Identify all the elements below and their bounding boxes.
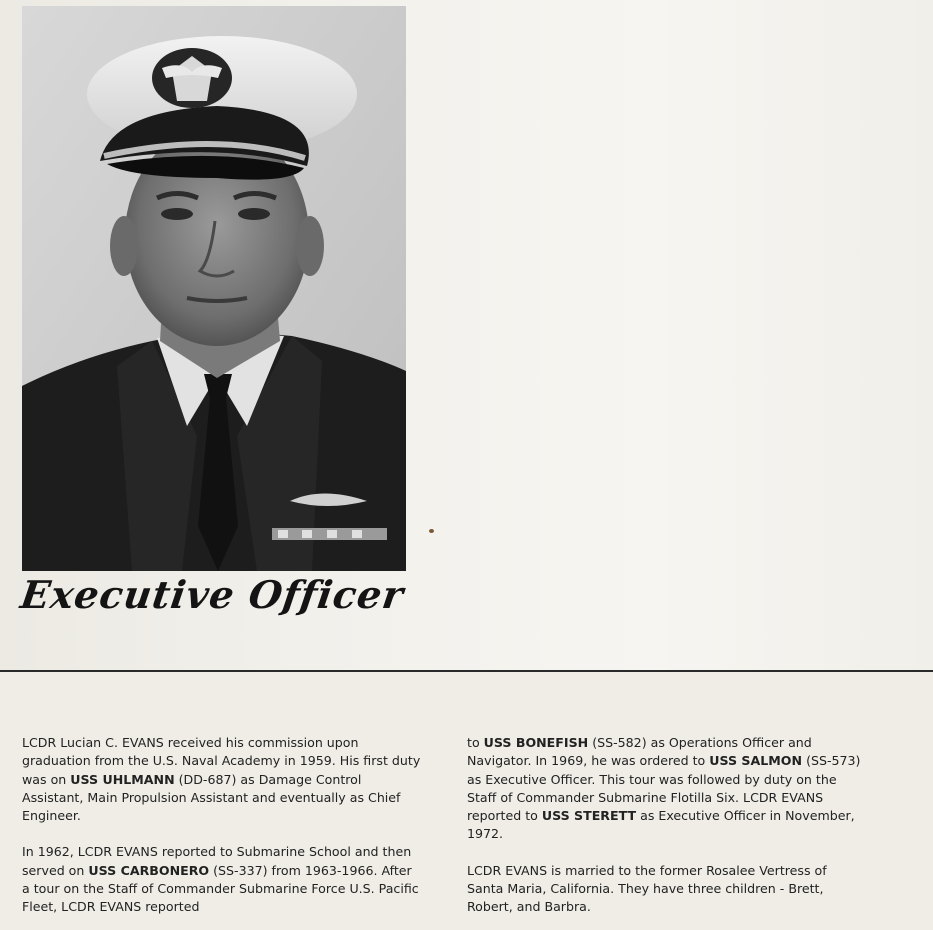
ship-name: USS UHLMANN — [70, 771, 175, 787]
officer-portrait — [22, 6, 406, 571]
page-title: Executive Officer — [17, 572, 407, 617]
bio-paragraph — [467, 734, 867, 844]
bio-text: In 1962, LCDR EVANS reported to Submarine School and then served on — [22, 844, 412, 878]
bio-text: (DD-687) as Damage Control Assistant, Main Propulsion Assistant and eventually as Chief Engineer. — [22, 771, 401, 824]
bio-paragraph — [22, 734, 422, 825]
ship-name: USS CARBONERO — [88, 862, 210, 878]
bio-column-right — [467, 734, 867, 917]
bio-text: (SS-573) as Executive Officer. This tour was followed by duty on the Staff of Commander Submarine Flotilla Six. LCDR EVANS reported to — [467, 753, 861, 824]
bio-column-left — [22, 734, 422, 917]
paper-speck — [429, 529, 434, 533]
show-through-mark — [730, 550, 850, 580]
bio-text: LCDR EVANS is married to the former Rosalee Vertress of Santa Maria, California. They have three children - Brett, Robert, and Barbra. — [467, 862, 827, 915]
ship-name: USS STERETT — [541, 808, 637, 824]
bio-text: as Executive Officer in November, 1972. — [467, 808, 855, 842]
bio-text: LCDR Lucian C. EVANS received his commission upon graduation from the U.S. Naval Academy in 1959. His first duty was on — [22, 735, 421, 787]
bio-text: to — [467, 735, 484, 750]
bio-paragraph — [22, 843, 422, 916]
ship-name: USS SALMON — [709, 753, 803, 769]
bio-text: (SS-582) as Operations Officer and Navigator. In 1969, he was ordered to — [467, 735, 812, 769]
bio-paragraph — [467, 862, 867, 917]
bio-text: (SS-337) from 1963-1966. After a tour on the Staff of Commander Submarine Force U.S. Pacific Fleet, LCDR EVANS reported — [22, 862, 419, 915]
ship-name: USS BONEFISH — [483, 735, 589, 750]
